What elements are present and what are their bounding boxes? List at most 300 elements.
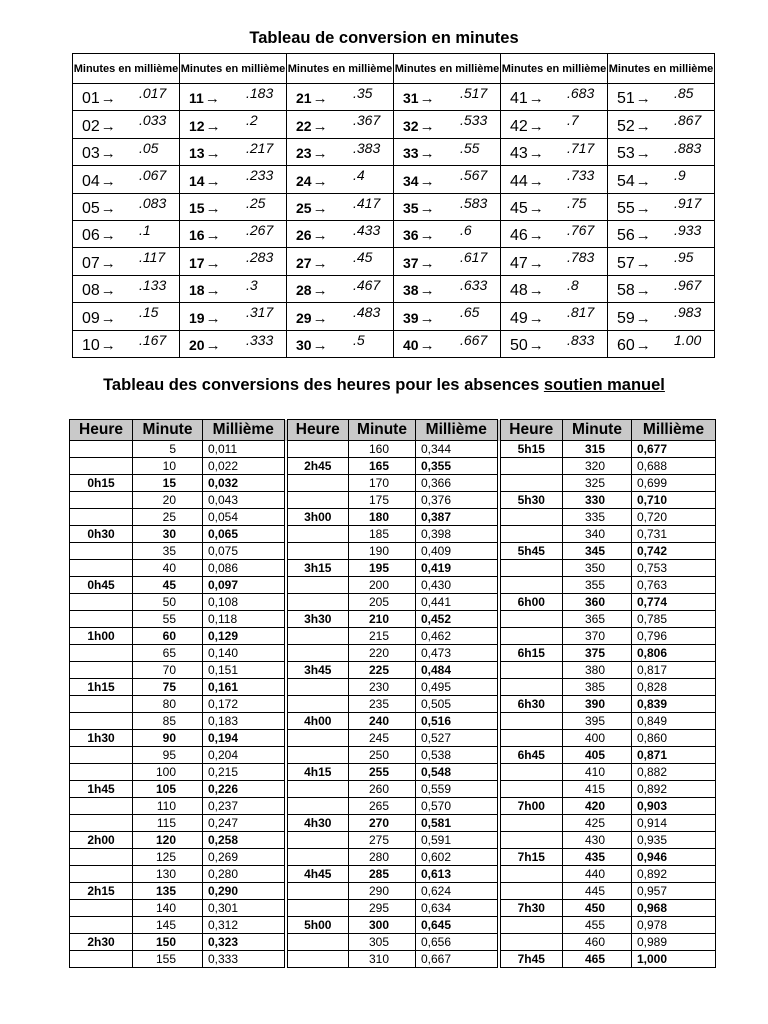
millieme-value: .833 (567, 331, 595, 348)
heure-cell (286, 577, 349, 594)
table-cell (180, 303, 287, 330)
table-cell (73, 84, 180, 111)
table-cell (501, 303, 608, 330)
minute-label (403, 310, 435, 327)
heure-cell: 4h30 (286, 815, 349, 832)
minute-value: 44 (510, 172, 528, 190)
heure-cell (70, 543, 133, 560)
millieme-cell: 0,011 (203, 441, 286, 458)
millieme-cell: 0,043 (203, 492, 286, 509)
heure-cell: 7h30 (499, 900, 563, 917)
millieme-cell: 0,634 (416, 900, 499, 917)
millieme-value: .3 (246, 276, 258, 293)
minute-cell: 360 (563, 594, 632, 611)
millieme-cell: 0,430 (416, 577, 499, 594)
arrow-icon: → (205, 172, 221, 190)
minute-label (617, 118, 651, 136)
table1-title: Tableau de conversion en minutes (249, 29, 519, 47)
millieme-cell: 0,796 (632, 628, 716, 645)
column-header: Minutes en millième (394, 54, 501, 84)
minute-label (82, 227, 116, 245)
millieme-value: .183 (246, 85, 274, 101)
minute-cell: 260 (349, 781, 416, 798)
millieme-value: .883 (674, 139, 702, 156)
millieme-value: .6 (460, 221, 472, 238)
minute-cell: 150 (133, 934, 203, 951)
heure-cell (286, 594, 349, 611)
arrow-icon: → (419, 199, 435, 217)
millieme-value: .25 (246, 194, 266, 211)
millieme-value: .9 (674, 167, 686, 184)
heure-cell (286, 849, 349, 866)
table-row (70, 696, 716, 713)
arrow-icon: → (100, 199, 116, 217)
millieme-cell: 0,344 (416, 441, 499, 458)
minute-cell: 195 (349, 560, 416, 577)
column-header: Minutes en millième (73, 54, 180, 84)
millieme-value: .417 (353, 194, 381, 211)
minute-label (296, 200, 328, 217)
minute-cell: 315 (563, 441, 632, 458)
table-cell (73, 111, 180, 138)
heure-cell: 4h15 (286, 764, 349, 781)
minute-cell: 120 (133, 832, 203, 849)
heure-cell (70, 509, 133, 526)
table-row (73, 330, 715, 357)
minute-cell: 170 (349, 475, 416, 492)
table-cell (180, 248, 287, 275)
minute-value: 39 (403, 309, 419, 326)
heure-cell (286, 628, 349, 645)
millieme-value: .1 (139, 221, 151, 238)
minute-label (617, 90, 651, 108)
minute-value: 45 (510, 199, 528, 217)
millieme-cell: 0,462 (416, 628, 499, 645)
heure-cell (286, 883, 349, 900)
minute-value: 19 (189, 309, 205, 326)
minute-label (510, 255, 544, 273)
table-cell (73, 166, 180, 193)
minute-label (296, 337, 328, 354)
millieme-cell: 0,226 (203, 781, 286, 798)
minute-value: 43 (510, 145, 528, 163)
millieme-cell: 0,731 (632, 526, 716, 543)
heure-cell: 2h00 (70, 832, 133, 849)
minute-value: 28 (296, 282, 312, 299)
minute-value: 32 (403, 117, 419, 134)
millieme-cell: 0,387 (416, 509, 499, 526)
arrow-icon: → (312, 309, 328, 327)
minute-value: 60 (617, 337, 635, 354)
arrow-icon: → (419, 145, 435, 163)
arrow-icon: → (100, 172, 116, 190)
heure-cell: 4h45 (286, 866, 349, 883)
minute-value: 05 (82, 199, 100, 217)
minute-label (296, 227, 328, 244)
column-header: Minutes en millième (501, 54, 608, 84)
millieme-value: .85 (674, 85, 694, 101)
millieme-cell: 0,559 (416, 781, 499, 798)
table-row (70, 594, 716, 611)
heure-cell (286, 798, 349, 815)
minute-label (403, 145, 435, 162)
minute-cell: 100 (133, 764, 203, 781)
heure-cell: 2h30 (70, 934, 133, 951)
minute-cell: 235 (349, 696, 416, 713)
table-cell (394, 303, 501, 330)
minute-label (617, 255, 651, 273)
table-row (73, 248, 715, 275)
heure-cell (70, 866, 133, 883)
minute-cell: 325 (563, 475, 632, 492)
arrow-icon: → (205, 337, 221, 354)
millieme-cell: 0,097 (203, 577, 286, 594)
millieme-cell: 0,075 (203, 543, 286, 560)
heure-cell (70, 645, 133, 662)
minute-label (510, 145, 544, 163)
millieme-value: .317 (246, 304, 274, 321)
heure-cell (70, 849, 133, 866)
minute-cell: 10 (133, 458, 203, 475)
millieme-cell: 0,839 (632, 696, 716, 713)
table-cell (608, 111, 715, 138)
heure-cell (499, 866, 563, 883)
millieme-cell: 0,742 (632, 543, 716, 560)
heure-cell (70, 611, 133, 628)
minute-cell: 65 (133, 645, 203, 662)
minute-label (189, 90, 220, 107)
minute-cell: 310 (349, 951, 416, 968)
arrow-icon: → (312, 117, 328, 135)
column-header-minute: Minute (349, 420, 416, 441)
minute-cell: 295 (349, 900, 416, 917)
minute-value: 20 (189, 337, 205, 353)
arrow-icon: → (312, 254, 328, 272)
millieme-value: .933 (674, 221, 702, 238)
table-cell (287, 303, 394, 330)
minute-cell: 245 (349, 730, 416, 747)
heure-cell (70, 492, 133, 509)
minute-cell: 440 (563, 866, 632, 883)
table-row (73, 220, 715, 247)
arrow-icon: → (312, 227, 328, 245)
millieme-cell: 0,355 (416, 458, 499, 475)
minute-cell: 185 (349, 526, 416, 543)
minute-cell: 445 (563, 883, 632, 900)
minute-label (510, 310, 544, 328)
heure-cell (499, 458, 563, 475)
heure-cell (286, 696, 349, 713)
minute-value: 54 (617, 172, 635, 190)
table-cell (287, 166, 394, 193)
millieme-cell: 0,366 (416, 475, 499, 492)
minute-cell: 320 (563, 458, 632, 475)
millieme-cell: 0,161 (203, 679, 286, 696)
table-cell (608, 275, 715, 302)
minute-value: 14 (189, 172, 205, 189)
minute-label (617, 337, 651, 355)
table-cell (180, 275, 287, 302)
minute-value: 38 (403, 282, 419, 299)
minute-value: 07 (82, 254, 100, 272)
minute-cell: 240 (349, 713, 416, 730)
minute-value: 37 (403, 254, 419, 271)
heure-cell (286, 934, 349, 951)
millieme-cell: 0,882 (632, 764, 716, 781)
minute-value: 59 (617, 309, 635, 327)
millieme-cell: 0,968 (632, 900, 716, 917)
table-row (73, 193, 715, 220)
minute-cell: 165 (349, 458, 416, 475)
minute-label (510, 227, 544, 245)
heure-cell: 6h45 (499, 747, 563, 764)
arrow-icon: → (635, 227, 651, 245)
millieme-value: .55 (460, 139, 480, 156)
heure-cell: 5h30 (499, 492, 563, 509)
millieme-value: .683 (567, 85, 595, 101)
minute-cell: 205 (349, 594, 416, 611)
column-header-minute: Minute (563, 420, 632, 441)
heure-cell: 1h45 (70, 781, 133, 798)
table-cell (73, 220, 180, 247)
table-cell (608, 84, 715, 111)
minute-value: 08 (82, 282, 100, 300)
arrow-icon: → (635, 254, 651, 272)
table-cell (73, 193, 180, 220)
millieme-value: .083 (139, 194, 167, 211)
millieme-cell: 0,194 (203, 730, 286, 747)
table-cell (394, 138, 501, 165)
minute-cell: 435 (563, 849, 632, 866)
minute-cell: 460 (563, 934, 632, 951)
millieme-value: .983 (674, 304, 702, 321)
minute-cell: 40 (133, 560, 203, 577)
minute-value: 02 (82, 117, 100, 135)
minute-value: 36 (403, 227, 419, 244)
minute-cell: 415 (563, 781, 632, 798)
heure-cell (499, 628, 563, 645)
minute-value: 15 (189, 199, 205, 216)
arrow-icon: → (100, 337, 116, 354)
heure-cell (499, 883, 563, 900)
heure-cell (499, 781, 563, 798)
heure-cell: 1h15 (70, 679, 133, 696)
millieme-value: .283 (246, 249, 274, 266)
minute-value: 09 (82, 309, 100, 327)
millieme-value: .75 (567, 194, 587, 211)
heure-cell: 6h30 (499, 696, 563, 713)
table-cell (608, 248, 715, 275)
millieme-cell: 0,677 (632, 441, 716, 458)
table-cell (608, 138, 715, 165)
arrow-icon: → (100, 90, 116, 108)
minute-value: 31 (403, 90, 419, 107)
minute-cell: 280 (349, 849, 416, 866)
millieme-cell: 0,978 (632, 917, 716, 934)
heure-cell (70, 815, 133, 832)
millieme-value: .15 (139, 304, 159, 321)
arrow-icon: → (205, 282, 221, 300)
minute-label (617, 310, 651, 328)
minute-value: 53 (617, 145, 635, 163)
millieme-cell: 0,602 (416, 849, 499, 866)
minute-label (296, 90, 328, 107)
minute-value: 56 (617, 227, 635, 245)
minute-value: 27 (296, 254, 312, 271)
minute-label (617, 145, 651, 163)
millieme-value: .967 (674, 276, 702, 293)
table-cell (180, 111, 287, 138)
millieme-cell: 0,806 (632, 645, 716, 662)
arrow-icon: → (528, 90, 544, 108)
heure-cell: 6h15 (499, 645, 563, 662)
heure-cell (499, 577, 563, 594)
table-row (70, 611, 716, 628)
table-cell (501, 193, 608, 220)
heure-cell (70, 713, 133, 730)
table-cell (501, 84, 608, 111)
millieme-cell: 0,376 (416, 492, 499, 509)
millieme-value: .917 (674, 194, 702, 211)
minute-cell: 380 (563, 662, 632, 679)
minute-value: 26 (296, 227, 312, 244)
table-row (70, 543, 716, 560)
arrow-icon: → (312, 172, 328, 190)
millieme-value: .433 (353, 221, 381, 238)
table-cell (73, 330, 180, 357)
minute-cell: 15 (133, 475, 203, 492)
arrow-icon: → (528, 172, 544, 190)
minute-cell: 340 (563, 526, 632, 543)
table-row (70, 798, 716, 815)
millieme-cell: 0,140 (203, 645, 286, 662)
arrow-icon: → (635, 172, 651, 190)
minute-label (403, 200, 435, 217)
millieme-cell: 0,065 (203, 526, 286, 543)
heure-cell (70, 696, 133, 713)
minute-cell: 350 (563, 560, 632, 577)
table-cell (394, 275, 501, 302)
minute-cell: 160 (349, 441, 416, 458)
millieme-value: .783 (567, 249, 595, 266)
minute-cell: 430 (563, 832, 632, 849)
millieme-cell: 0,172 (203, 696, 286, 713)
millieme-cell: 0,086 (203, 560, 286, 577)
arrow-icon: → (635, 337, 651, 354)
arrow-icon: → (419, 254, 435, 272)
millieme-value: .95 (674, 249, 694, 266)
heure-cell: 4h00 (286, 713, 349, 730)
minute-cell: 180 (349, 509, 416, 526)
heure-cell: 0h30 (70, 526, 133, 543)
minute-cell: 375 (563, 645, 632, 662)
heure-cell (286, 900, 349, 917)
table-cell (73, 303, 180, 330)
minute-label (82, 118, 116, 136)
millieme-cell: 0,538 (416, 747, 499, 764)
table-row (70, 815, 716, 832)
millieme-value: .383 (353, 139, 381, 156)
minute-label (189, 310, 221, 327)
minute-value: 40 (403, 337, 419, 353)
millieme-cell: 0,269 (203, 849, 286, 866)
millieme-cell: 0,957 (632, 883, 716, 900)
millieme-cell: 0,667 (416, 951, 499, 968)
heure-cell (499, 832, 563, 849)
heure-cell (286, 781, 349, 798)
minute-value: 22 (296, 117, 312, 134)
millieme-value: .567 (460, 167, 488, 184)
millieme-value: .517 (460, 85, 488, 101)
millieme-value: .35 (353, 85, 373, 101)
millieme-cell: 0,495 (416, 679, 499, 696)
millieme-cell: 0,774 (632, 594, 716, 611)
heure-cell (499, 713, 563, 730)
millieme-value: .8 (567, 276, 579, 293)
minute-cell: 335 (563, 509, 632, 526)
minute-label (510, 118, 544, 136)
arrow-icon: → (419, 227, 435, 245)
minute-value: 03 (82, 145, 100, 163)
heure-cell: 2h15 (70, 883, 133, 900)
millieme-cell: 0,645 (416, 917, 499, 934)
millieme-cell: 0,785 (632, 611, 716, 628)
table-row (70, 509, 716, 526)
minute-value: 55 (617, 199, 635, 217)
minute-cell: 275 (349, 832, 416, 849)
millieme-cell: 0,753 (632, 560, 716, 577)
millieme-value: .467 (353, 276, 381, 293)
table-row (73, 84, 715, 111)
heure-cell (70, 594, 133, 611)
minute-cell: 345 (563, 543, 632, 560)
column-header-millieme: Millième (632, 420, 716, 441)
heure-cell (286, 730, 349, 747)
minute-value: 51 (617, 90, 635, 108)
table-cell (394, 330, 501, 357)
heure-cell (286, 679, 349, 696)
millieme-cell: 0,903 (632, 798, 716, 815)
minute-value: 11 (189, 90, 204, 107)
minute-value: 17 (189, 254, 205, 271)
millieme-value: .2 (246, 112, 258, 129)
heure-cell (70, 747, 133, 764)
minute-label (82, 282, 116, 300)
heure-cell (70, 917, 133, 934)
table-row (70, 934, 716, 951)
arrow-icon: → (419, 172, 435, 190)
minute-label (189, 337, 221, 354)
minute-label (189, 145, 221, 162)
millieme-value: .167 (139, 331, 167, 348)
arrow-icon: → (635, 282, 651, 300)
millieme-cell: 0,473 (416, 645, 499, 662)
minute-value: 47 (510, 254, 528, 272)
column-header-minute: Minute (133, 420, 203, 441)
minute-label (403, 90, 435, 107)
column-header-heure: Heure (286, 420, 349, 441)
table-cell (394, 248, 501, 275)
minute-value: 42 (510, 117, 528, 135)
table-cell (180, 138, 287, 165)
millieme-value: .45 (353, 249, 373, 266)
column-header: Minutes en millième (608, 54, 715, 84)
heure-cell (70, 764, 133, 781)
arrow-icon: → (635, 145, 651, 163)
minute-label (82, 173, 116, 191)
millieme-cell: 0,527 (416, 730, 499, 747)
minute-label (617, 173, 651, 191)
